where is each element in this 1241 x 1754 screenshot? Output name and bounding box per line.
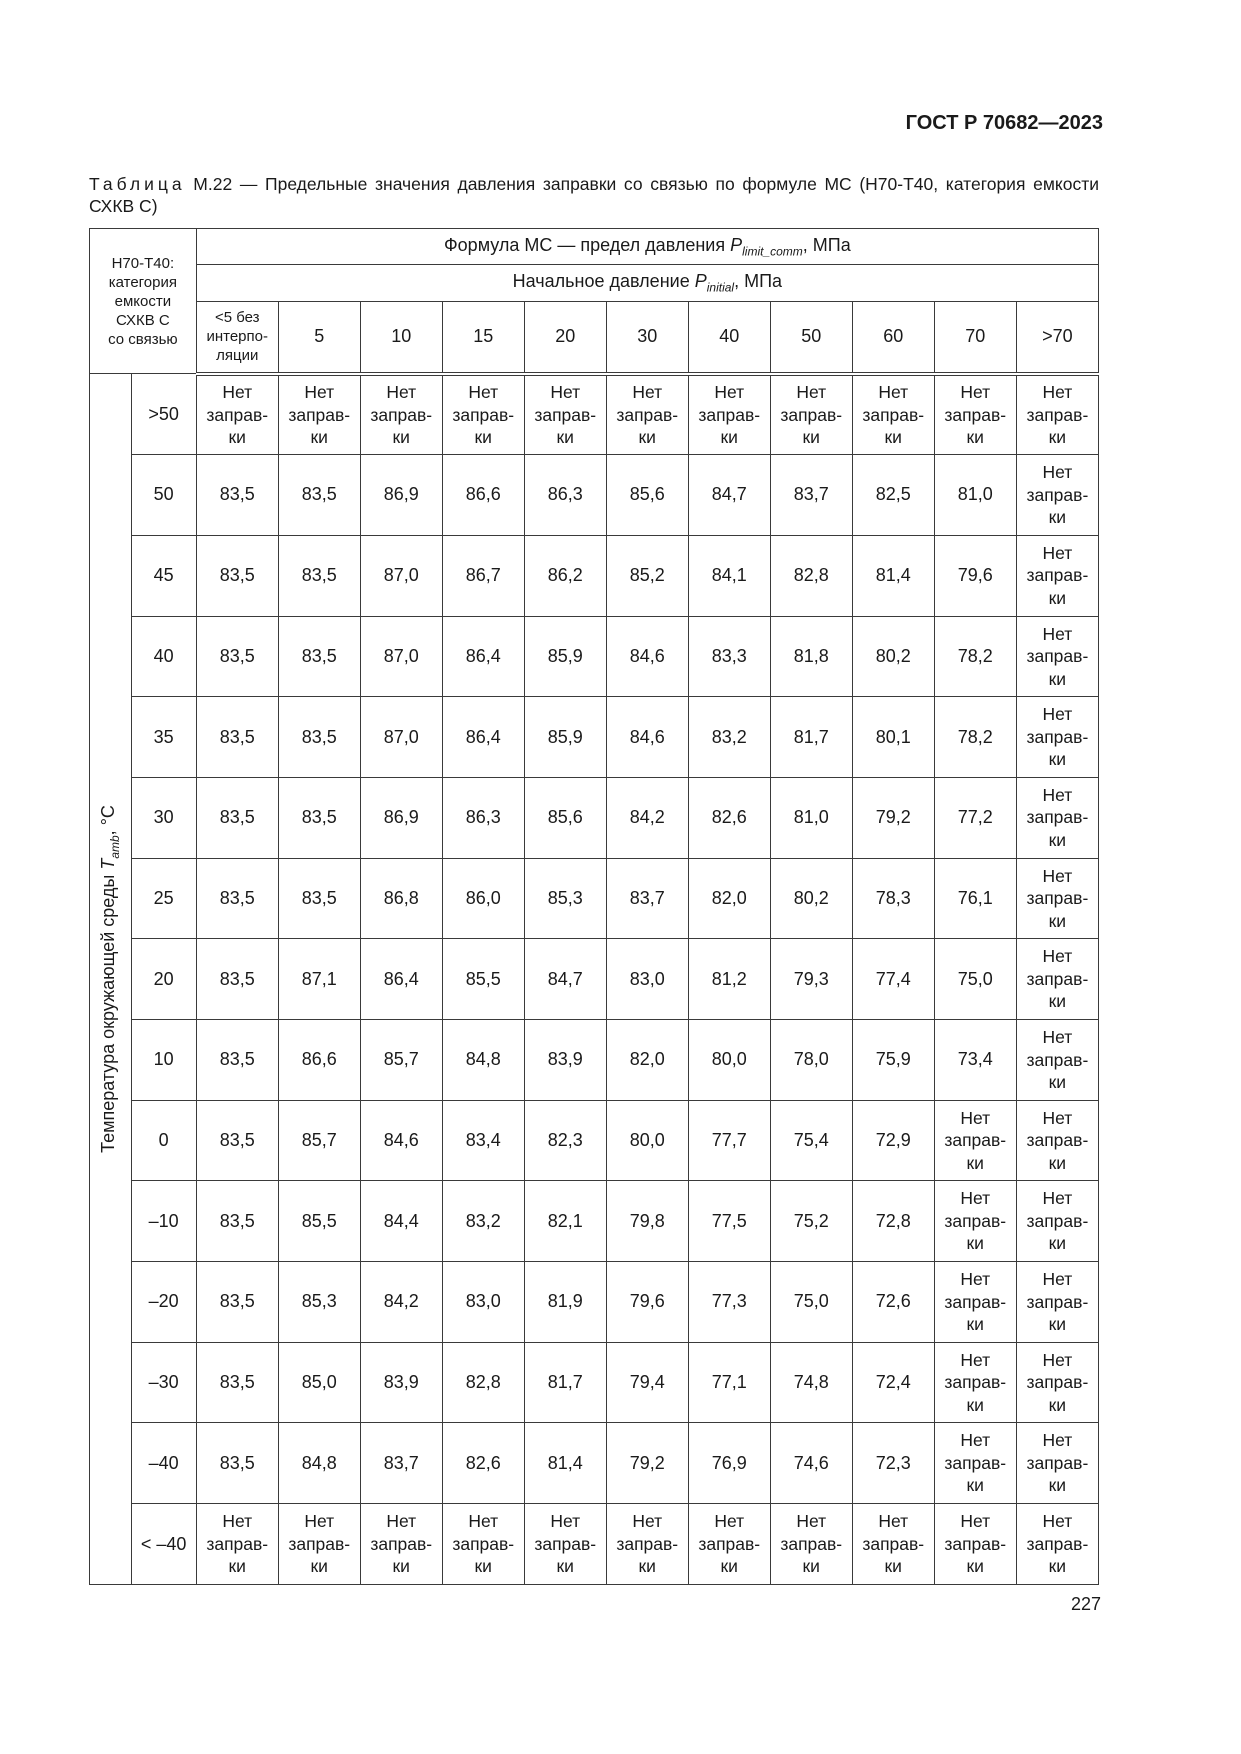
pressure-value-cell: 82,6 bbox=[442, 1423, 524, 1504]
pressure-value-cell: 84,8 bbox=[278, 1423, 360, 1504]
pressure-value-cell: 81,4 bbox=[524, 1423, 606, 1504]
table-row bbox=[90, 374, 1099, 455]
no-refuel-cell: Нет заправ- ки bbox=[442, 1504, 524, 1585]
no-refuel-cell: Нет заправ- ки bbox=[1016, 1262, 1098, 1343]
pressure-value-cell: 78,3 bbox=[852, 858, 934, 939]
pressure-value-cell: 75,0 bbox=[770, 1262, 852, 1343]
pressure-value-cell: 75,4 bbox=[770, 1100, 852, 1181]
temperature-cell: –10 bbox=[131, 1181, 196, 1262]
pressure-value-cell: 79,6 bbox=[606, 1262, 688, 1343]
table-row bbox=[90, 1423, 1099, 1504]
pressure-value-cell: 84,1 bbox=[688, 535, 770, 616]
pressure-value-cell: 81,7 bbox=[524, 1342, 606, 1423]
formula-header: Формула МС — предел давления $P_{limit\_comm}$, МПа bbox=[196, 229, 1098, 265]
column-header-no-interpolation: <5 без интерпо- ляции bbox=[196, 301, 278, 374]
column-header: 70 bbox=[934, 301, 1016, 374]
pressure-value-cell: 79,3 bbox=[770, 939, 852, 1020]
pressure-value-cell: 74,6 bbox=[770, 1423, 852, 1504]
table-row bbox=[90, 1262, 1099, 1343]
page-number: 227 bbox=[1070, 1594, 1101, 1614]
pressure-value-cell: 79,2 bbox=[852, 777, 934, 858]
no-refuel-cell: Нет заправ- ки bbox=[524, 1504, 606, 1585]
table-row bbox=[90, 697, 1099, 778]
no-refuel-cell: Нет заправ- ки bbox=[934, 1342, 1016, 1423]
column-header: 60 bbox=[852, 301, 934, 374]
no-refuel-cell: Нет заправ- ки bbox=[934, 1181, 1016, 1262]
no-refuel-cell: Нет заправ- ки bbox=[278, 1504, 360, 1585]
pressure-value-cell: 86,2 bbox=[524, 535, 606, 616]
pressure-value-cell: 82,5 bbox=[852, 455, 934, 536]
no-refuel-cell: Нет заправ- ки bbox=[1016, 1019, 1098, 1100]
corner-header: Н70-Т40: категория емкости СХКВ С со связью bbox=[90, 229, 197, 374]
pressure-value-cell: 78,0 bbox=[770, 1019, 852, 1100]
pressure-value-cell: 83,0 bbox=[442, 1262, 524, 1343]
pressure-value-cell: 81,9 bbox=[524, 1262, 606, 1343]
pressure-value-cell: 83,3 bbox=[688, 616, 770, 697]
table-row bbox=[90, 939, 1099, 1020]
table-row bbox=[90, 455, 1099, 536]
pressure-value-cell: 86,3 bbox=[524, 455, 606, 536]
pressure-value-cell: 85,7 bbox=[278, 1100, 360, 1181]
no-refuel-cell: Нет заправ- ки bbox=[770, 1504, 852, 1585]
pressure-value-cell: 83,5 bbox=[278, 777, 360, 858]
pressure-value-cell: 84,7 bbox=[524, 939, 606, 1020]
pressure-value-cell: 72,4 bbox=[852, 1342, 934, 1423]
temperature-cell: –20 bbox=[131, 1262, 196, 1343]
column-header: 10 bbox=[360, 301, 442, 374]
pressure-value-cell: 82,8 bbox=[770, 535, 852, 616]
pressure-value-cell: 82,8 bbox=[442, 1342, 524, 1423]
pressure-value-cell: 85,3 bbox=[278, 1262, 360, 1343]
pressure-value-cell: 83,9 bbox=[360, 1342, 442, 1423]
pressure-value-cell: 72,8 bbox=[852, 1181, 934, 1262]
table-row bbox=[90, 535, 1099, 616]
initial-pressure-header: Начальное давление $P_{initial}$, МПа bbox=[196, 265, 1098, 301]
table-caption bbox=[89, 173, 1099, 217]
pressure-value-cell: 82,0 bbox=[688, 858, 770, 939]
temperature-cell: 20 bbox=[131, 939, 196, 1020]
pressure-value-cell: 85,5 bbox=[278, 1181, 360, 1262]
no-refuel-cell: Нет заправ- ки bbox=[442, 374, 524, 455]
pressure-value-cell: 84,6 bbox=[606, 697, 688, 778]
pressure-value-cell: 86,6 bbox=[442, 455, 524, 536]
no-refuel-cell: Нет заправ- ки bbox=[606, 374, 688, 455]
no-refuel-cell: Нет заправ- ки bbox=[1016, 1100, 1098, 1181]
temperature-cell: 25 bbox=[131, 858, 196, 939]
pressure-value-cell: 81,2 bbox=[688, 939, 770, 1020]
no-refuel-cell: Нет заправ- ки bbox=[1016, 455, 1098, 536]
pressure-value-cell: 80,2 bbox=[852, 616, 934, 697]
column-header: 5 bbox=[278, 301, 360, 374]
pressure-value-cell: 80,0 bbox=[688, 1019, 770, 1100]
pressure-value-cell: 83,5 bbox=[196, 535, 278, 616]
pressure-value-cell: 76,9 bbox=[688, 1423, 770, 1504]
pressure-value-cell: 85,0 bbox=[278, 1342, 360, 1423]
pressure-value-cell: 83,5 bbox=[196, 858, 278, 939]
pressure-value-cell: 83,5 bbox=[196, 777, 278, 858]
pressure-value-cell: 77,4 bbox=[852, 939, 934, 1020]
no-refuel-cell: Нет заправ- ки bbox=[1016, 939, 1098, 1020]
pressure-value-cell: 83,5 bbox=[196, 697, 278, 778]
no-refuel-cell: Нет заправ- ки bbox=[852, 374, 934, 455]
pressure-value-cell: 83,5 bbox=[196, 939, 278, 1020]
pressure-value-cell: 86,9 bbox=[360, 777, 442, 858]
pressure-value-cell: 83,7 bbox=[606, 858, 688, 939]
no-refuel-cell: Нет заправ- ки bbox=[1016, 1423, 1098, 1504]
pressure-value-cell: 85,9 bbox=[524, 616, 606, 697]
no-refuel-cell: Нет заправ- ки bbox=[934, 1100, 1016, 1181]
pressure-value-cell: 79,8 bbox=[606, 1181, 688, 1262]
pressure-value-cell: 86,4 bbox=[442, 616, 524, 697]
table-row bbox=[90, 1342, 1099, 1423]
pressure-value-cell: 83,5 bbox=[196, 1019, 278, 1100]
pressure-value-cell: 82,3 bbox=[524, 1100, 606, 1181]
pressure-value-cell: 72,6 bbox=[852, 1262, 934, 1343]
temperature-cell: –40 bbox=[131, 1423, 196, 1504]
column-header: 20 bbox=[524, 301, 606, 374]
pressure-value-cell: 86,6 bbox=[278, 1019, 360, 1100]
no-refuel-cell: Нет заправ- ки bbox=[934, 1423, 1016, 1504]
column-header: 40 bbox=[688, 301, 770, 374]
pressure-value-cell: 80,1 bbox=[852, 697, 934, 778]
pressure-value-cell: 83,5 bbox=[196, 616, 278, 697]
pressure-value-cell: 87,1 bbox=[278, 939, 360, 1020]
pressure-value-cell: 83,2 bbox=[688, 697, 770, 778]
no-refuel-cell: Нет заправ- ки bbox=[688, 374, 770, 455]
no-refuel-cell: Нет заправ- ки bbox=[1016, 777, 1098, 858]
pressure-value-cell: 83,0 bbox=[606, 939, 688, 1020]
caption-prefix: Таблица bbox=[89, 174, 186, 194]
pressure-value-cell: 83,5 bbox=[196, 1423, 278, 1504]
no-refuel-cell: Нет заправ- ки bbox=[1016, 1504, 1098, 1585]
pressure-value-cell: 83,5 bbox=[278, 455, 360, 536]
no-refuel-cell: Нет заправ- ки bbox=[360, 374, 442, 455]
pressure-value-cell: 76,1 bbox=[934, 858, 1016, 939]
no-refuel-cell: Нет заправ- ки bbox=[278, 374, 360, 455]
pressure-value-cell: 72,9 bbox=[852, 1100, 934, 1181]
pressure-value-cell: 82,0 bbox=[606, 1019, 688, 1100]
no-refuel-cell: Нет заправ- ки bbox=[524, 374, 606, 455]
no-refuel-cell: Нет заправ- ки bbox=[1016, 1342, 1098, 1423]
pressure-value-cell: 86,7 bbox=[442, 535, 524, 616]
temperature-cell: 35 bbox=[131, 697, 196, 778]
pressure-value-cell: 75,0 bbox=[934, 939, 1016, 1020]
temperature-cell: >50 bbox=[131, 374, 196, 455]
pressure-value-cell: 75,2 bbox=[770, 1181, 852, 1262]
pressure-value-cell: 72,3 bbox=[852, 1423, 934, 1504]
pressure-value-cell: 81,4 bbox=[852, 535, 934, 616]
pressure-value-cell: 74,8 bbox=[770, 1342, 852, 1423]
pressure-value-cell: 85,9 bbox=[524, 697, 606, 778]
pressure-value-cell: 84,6 bbox=[360, 1100, 442, 1181]
no-refuel-cell: Нет заправ- ки bbox=[1016, 1181, 1098, 1262]
temperature-cell: < –40 bbox=[131, 1504, 196, 1585]
pressure-value-cell: 83,5 bbox=[196, 1181, 278, 1262]
pressure-value-cell: 83,5 bbox=[278, 616, 360, 697]
pressure-value-cell: 83,5 bbox=[278, 535, 360, 616]
no-refuel-cell: Нет заправ- ки bbox=[934, 374, 1016, 455]
pressure-value-cell: 84,4 bbox=[360, 1181, 442, 1262]
no-refuel-cell: Нет заправ- ки bbox=[1016, 697, 1098, 778]
temperature-cell: 30 bbox=[131, 777, 196, 858]
no-refuel-cell: Нет заправ- ки bbox=[1016, 858, 1098, 939]
pressure-value-cell: 83,5 bbox=[196, 1262, 278, 1343]
pressure-value-cell: 86,8 bbox=[360, 858, 442, 939]
pressure-value-cell: 80,0 bbox=[606, 1100, 688, 1181]
no-refuel-cell: Нет заправ- ки bbox=[934, 1262, 1016, 1343]
temperature-cell: 50 bbox=[131, 455, 196, 536]
temperature-axis-label: Температура окружающей среды $T_{amb}$, °С bbox=[90, 374, 132, 1585]
table-row bbox=[90, 1504, 1099, 1585]
pressure-value-cell: 83,5 bbox=[196, 455, 278, 536]
pressure-value-cell: 78,2 bbox=[934, 697, 1016, 778]
standard-number: ГОСТ Р 70682—2023 bbox=[905, 112, 1103, 134]
pressure-value-cell: 83,7 bbox=[360, 1423, 442, 1504]
pressure-value-cell: 83,5 bbox=[196, 1100, 278, 1181]
pressure-value-cell: 86,0 bbox=[442, 858, 524, 939]
pressure-value-cell: 86,4 bbox=[442, 697, 524, 778]
pressure-value-cell: 85,7 bbox=[360, 1019, 442, 1100]
temperature-cell: 0 bbox=[131, 1100, 196, 1181]
column-header: 30 bbox=[606, 301, 688, 374]
pressure-value-cell: 83,5 bbox=[278, 697, 360, 778]
pressure-value-cell: 84,8 bbox=[442, 1019, 524, 1100]
no-refuel-cell: Нет заправ- ки bbox=[770, 374, 852, 455]
pressure-value-cell: 82,1 bbox=[524, 1181, 606, 1262]
pressure-value-cell: 85,3 bbox=[524, 858, 606, 939]
pressure-value-cell: 84,2 bbox=[606, 777, 688, 858]
pressure-value-cell: 75,9 bbox=[852, 1019, 934, 1100]
pressure-value-cell: 77,3 bbox=[688, 1262, 770, 1343]
pressure-value-cell: 77,2 bbox=[934, 777, 1016, 858]
pressure-value-cell: 77,5 bbox=[688, 1181, 770, 1262]
pressure-value-cell: 81,0 bbox=[934, 455, 1016, 536]
pressure-value-cell: 77,1 bbox=[688, 1342, 770, 1423]
caption-text: М.22 — Предельные значения давления заправки со связью по формуле МС (Н70-Т40, категория емкости СХКВ С) bbox=[89, 174, 1099, 216]
pressure-value-cell: 84,2 bbox=[360, 1262, 442, 1343]
pressure-value-cell: 79,4 bbox=[606, 1342, 688, 1423]
table-row bbox=[90, 1181, 1099, 1262]
column-header: >70 bbox=[1016, 301, 1098, 374]
table-row bbox=[90, 1100, 1099, 1181]
pressure-value-cell: 83,7 bbox=[770, 455, 852, 536]
no-refuel-cell: Нет заправ- ки bbox=[606, 1504, 688, 1585]
temperature-cell: 45 bbox=[131, 535, 196, 616]
no-refuel-cell: Нет заправ- ки bbox=[688, 1504, 770, 1585]
pressure-value-cell: 81,8 bbox=[770, 616, 852, 697]
table-row bbox=[90, 616, 1099, 697]
pressure-value-cell: 83,2 bbox=[442, 1181, 524, 1262]
pressure-value-cell: 84,6 bbox=[606, 616, 688, 697]
no-refuel-cell: Нет заправ- ки bbox=[934, 1504, 1016, 1585]
pressure-value-cell: 87,0 bbox=[360, 535, 442, 616]
column-header: 15 bbox=[442, 301, 524, 374]
no-refuel-cell: Нет заправ- ки bbox=[1016, 535, 1098, 616]
pressure-value-cell: 85,6 bbox=[606, 455, 688, 536]
pressure-value-cell: 82,6 bbox=[688, 777, 770, 858]
pressure-value-cell: 85,5 bbox=[442, 939, 524, 1020]
pressure-value-cell: 83,9 bbox=[524, 1019, 606, 1100]
column-header: 50 bbox=[770, 301, 852, 374]
pressure-value-cell: 85,2 bbox=[606, 535, 688, 616]
pressure-value-cell: 79,6 bbox=[934, 535, 1016, 616]
pressure-value-cell: 87,0 bbox=[360, 697, 442, 778]
table-row bbox=[90, 1019, 1099, 1100]
no-refuel-cell: Нет заправ- ки bbox=[196, 374, 278, 455]
pressure-value-cell: 81,0 bbox=[770, 777, 852, 858]
temperature-cell: 10 bbox=[131, 1019, 196, 1100]
pressure-limits-table bbox=[89, 228, 1099, 1585]
no-refuel-cell: Нет заправ- ки bbox=[360, 1504, 442, 1585]
pressure-value-cell: 77,7 bbox=[688, 1100, 770, 1181]
temperature-cell: –30 bbox=[131, 1342, 196, 1423]
pressure-value-cell: 85,6 bbox=[524, 777, 606, 858]
pressure-value-cell: 86,4 bbox=[360, 939, 442, 1020]
pressure-value-cell: 81,7 bbox=[770, 697, 852, 778]
pressure-value-cell: 86,3 bbox=[442, 777, 524, 858]
pressure-value-cell: 80,2 bbox=[770, 858, 852, 939]
pressure-value-cell: 86,9 bbox=[360, 455, 442, 536]
no-refuel-cell: Нет заправ- ки bbox=[852, 1504, 934, 1585]
no-refuel-cell: Нет заправ- ки bbox=[1016, 374, 1098, 455]
table-row bbox=[90, 777, 1099, 858]
pressure-value-cell: 79,2 bbox=[606, 1423, 688, 1504]
pressure-value-cell: 78,2 bbox=[934, 616, 1016, 697]
pressure-value-cell: 83,5 bbox=[196, 1342, 278, 1423]
table-row bbox=[90, 858, 1099, 939]
temperature-cell: 40 bbox=[131, 616, 196, 697]
pressure-value-cell: 83,5 bbox=[278, 858, 360, 939]
pressure-value-cell: 87,0 bbox=[360, 616, 442, 697]
no-refuel-cell: Нет заправ- ки bbox=[1016, 616, 1098, 697]
pressure-value-cell: 84,7 bbox=[688, 455, 770, 536]
pressure-value-cell: 73,4 bbox=[934, 1019, 1016, 1100]
no-refuel-cell: Нет заправ- ки bbox=[196, 1504, 278, 1585]
pressure-value-cell: 83,4 bbox=[442, 1100, 524, 1181]
